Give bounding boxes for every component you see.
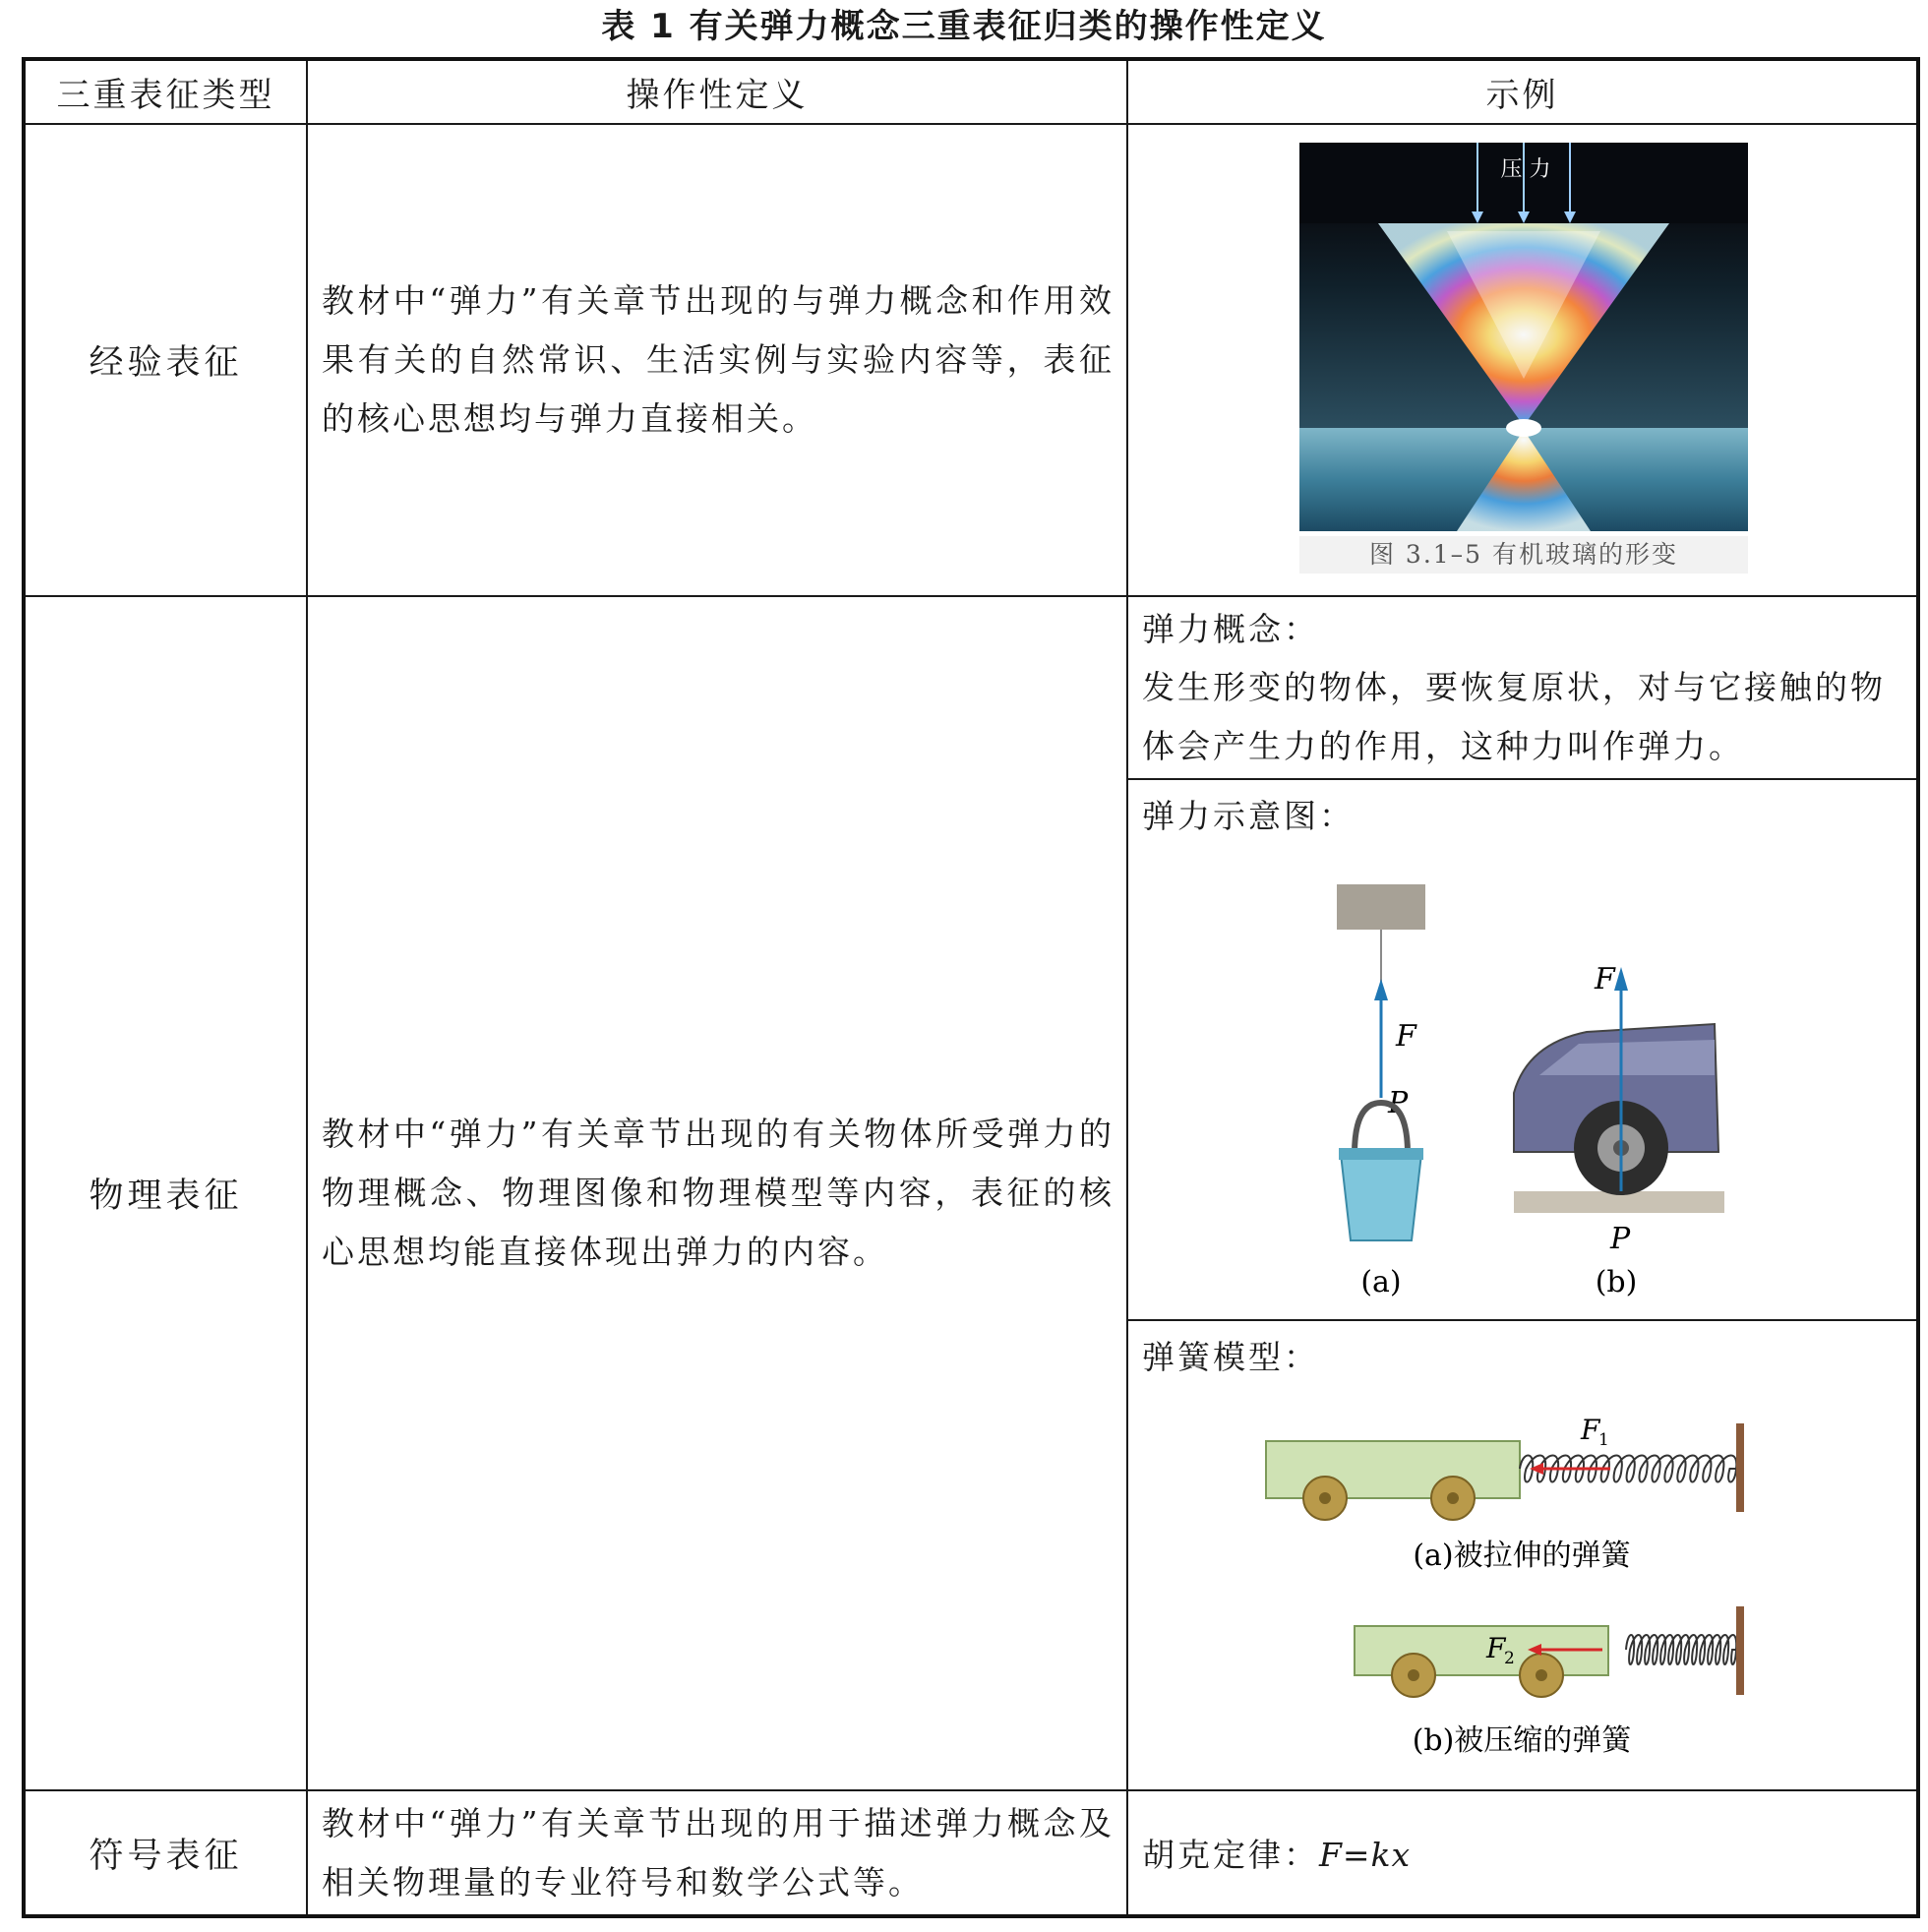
- force-label-b: F: [1595, 962, 1615, 996]
- force-label-2-sub: 2: [1504, 1649, 1515, 1668]
- ceiling-block: [1337, 884, 1425, 930]
- formula-prefix: 胡克定律：: [1142, 1836, 1319, 1874]
- spring-cap-b: (b)被压缩的弹簧: [1412, 1723, 1632, 1758]
- spring-cell: [1127, 1320, 1918, 1790]
- example-cell: [1127, 124, 1918, 596]
- definition-cell: 教材中“弹力”有关章节出现的有关物体所受弹力的物理概念、物理图像和物理模型等内容，表征的核心思想均能直接体现出弹力的内容。: [307, 596, 1127, 1790]
- bucket-handle: [1355, 1103, 1408, 1154]
- diagram-cap-a: (a): [1360, 1265, 1402, 1299]
- elastic-force-diagram: [1321, 857, 1734, 1309]
- force-label-2: F: [1486, 1632, 1506, 1664]
- pressure-label: 压 力: [1500, 157, 1551, 182]
- spring-label: 弹簧模型：: [1142, 1338, 1319, 1376]
- header-type: 三重表征类型: [24, 59, 307, 124]
- type-cell: 符号表征: [24, 1790, 307, 1916]
- diagram-cap-b: (b): [1595, 1265, 1638, 1299]
- table-row-symbol: [24, 1790, 1918, 1916]
- force-label-1-sub: 1: [1598, 1430, 1609, 1450]
- bucket: [1341, 1154, 1421, 1240]
- type-cell: 经验表征: [24, 124, 307, 596]
- force-arrow-b: [1614, 967, 1628, 991]
- diagram-cell: [1127, 779, 1918, 1320]
- point-label-a: P: [1388, 1086, 1409, 1120]
- cart-a: [1266, 1441, 1520, 1498]
- figure-caption: 图 3.1–5 有机玻璃的形变: [1299, 536, 1748, 574]
- spring-cap-a: (a)被拉伸的弹簧: [1413, 1539, 1631, 1573]
- header-example: 示例: [1127, 59, 1918, 124]
- force-label-a: F: [1396, 1019, 1416, 1054]
- force-label-1: F: [1581, 1414, 1600, 1446]
- concept-cell: [1127, 596, 1918, 779]
- definition-cell: 教材中“弹力”有关章节出现的与弹力概念和作用效果有关的自然常识、生活实例与实验内容等，表征的核心思想均与弹力直接相关。: [307, 124, 1127, 596]
- spring-model-diagram: [1256, 1404, 1787, 1787]
- spring-compressed: [1626, 1635, 1736, 1664]
- type-cell: 物理表征: [24, 596, 307, 1790]
- table-header-row: [24, 59, 1918, 124]
- representation-table: [22, 57, 1920, 1918]
- plexiglass-photo: [1299, 143, 1748, 575]
- hooke-formula: F=kx: [1319, 1836, 1412, 1874]
- table-caption: 表 1 有关弹力概念三重表征归类的操作性定义: [601, 7, 1327, 46]
- table-row-physics: [24, 596, 1918, 779]
- definition-cell: 教材中“弹力”有关章节出现的用于描述弹力概念及相关物理量的专业符号和数学公式等。: [307, 1790, 1127, 1916]
- photoelastic-image: [1299, 143, 1748, 531]
- table-row-experience: [24, 124, 1918, 596]
- formula-cell: [1127, 1790, 1918, 1916]
- concept-label: 弹力概念：: [1142, 610, 1319, 648]
- wall-a: [1736, 1423, 1744, 1512]
- wall-b: [1736, 1606, 1744, 1695]
- concept-text: 发生形变的物体，要恢复原状，对与它接触的物体会产生力的作用，这种力叫作弹力。: [1142, 668, 1886, 765]
- header-definition: 操作性定义: [307, 59, 1127, 124]
- point-label-b: P: [1610, 1222, 1631, 1256]
- diagram-label: 弹力示意图：: [1142, 797, 1355, 835]
- force-arrow-a: [1374, 979, 1388, 1000]
